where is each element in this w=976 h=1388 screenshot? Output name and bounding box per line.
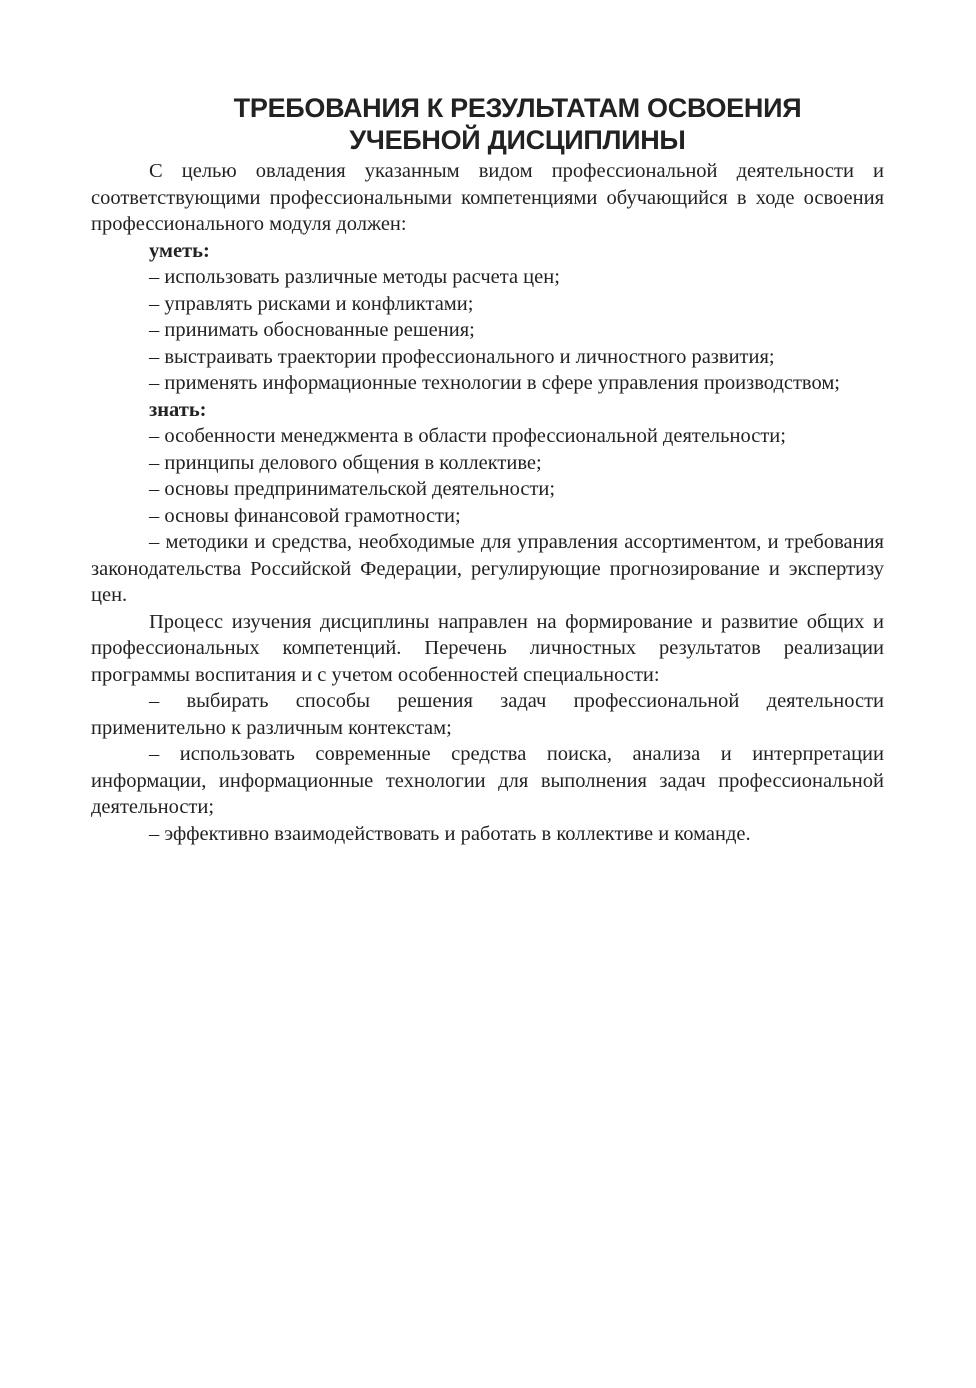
knowledge-item: – основы предпринимательской деятельности; [149,478,556,500]
knowledge-item: – принципы делового общения в коллективе; [149,451,542,474]
title-line-1: ТРЕБОВАНИЯ К РЕЗУЛЬТАТАМ ОСВОЕНИЯ [233,93,802,123]
document-page [91,92,884,847]
knowledge-item: – основы финансовой грамотности; [149,504,461,527]
skills-item: – управлять рисками и конфликтами; [149,292,474,315]
skills-item: – применять информационные технологии в сфере управления производством; [149,372,840,394]
process-paragraph: Процесс изучения дисциплины направлен на формирование и развитие общих и профессиональных компетенций. Перечень личностных результатов реализации программы воспитания и с учетом особенностей специальности: [91,610,884,686]
intro-paragraph: С целью овладения указанным видом профессиональной деятельности и соответствующими профессиональными компетенциями обучающийся в ходе освоения профессионального модуля должен: [91,160,884,235]
skills-item: – принимать обоснованные решения; [149,319,475,341]
skills-item: – выстраивать траектории профессионального и личностного развития; [149,345,775,368]
skills-label: уметь: [149,239,210,262]
knowledge-item: – методики и средства, необходимые для управления ассортиментом, и требования законодательства Российской Федерации, регулирующие прогнозирование и экспертизу цен. [91,531,884,606]
knowledge-item: – особенности менеджмента в области профессиональной деятельности; [149,425,786,447]
result-item: – эффективно взаимодействовать и работать в коллективе и команде. [149,822,751,845]
page-title [151,92,884,158]
title-line-2: УЧЕБНОЙ ДИСЦИПЛИНЫ [349,125,686,155]
result-item: – использовать современные средства поиска, анализа и интерпретации информации, информационные технологии для выполнения задач профессиональной деятельности; [91,743,884,818]
knowledge-label: знать: [149,398,207,421]
result-item: – выбирать способы решения задач профессиональной деятельности применительно к различным контекстам; [91,690,884,739]
skills-item: – использовать различные методы расчета цен; [149,266,560,288]
